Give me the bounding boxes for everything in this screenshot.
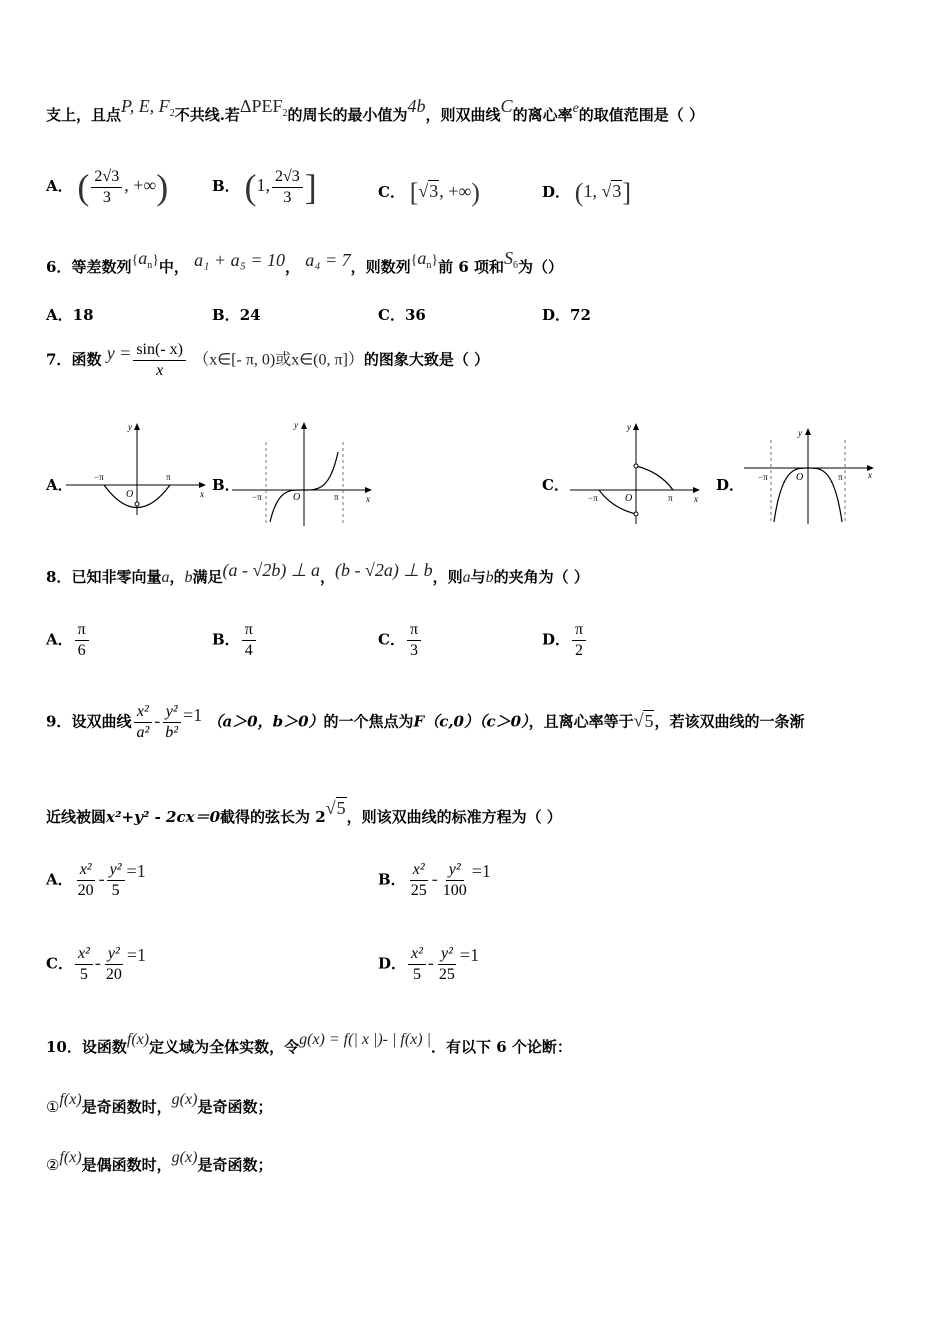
origin: O	[126, 489, 134, 500]
q6-option-a[interactable]	[46, 304, 94, 325]
axis-y-label: y	[627, 422, 631, 432]
origin: O	[796, 472, 804, 483]
q8-option-d[interactable]	[542, 620, 588, 661]
q5-stem	[46, 96, 705, 127]
axis-x-label: x	[868, 470, 872, 480]
question-number: 10．	[46, 1038, 82, 1056]
q9-option-d[interactable]: D． $\frac{\text{x²}}{5}$ - $\frac{\text{y²}}{25}$ =1	[378, 944, 480, 983]
frac-num: x²	[75, 944, 93, 965]
x-arrow	[365, 487, 372, 493]
option-label: D．	[378, 954, 407, 973]
y-arrow	[301, 422, 307, 429]
rhs: =1	[459, 944, 480, 965]
tick-pi: π	[668, 493, 673, 503]
frac-num: y²	[105, 944, 123, 965]
option-label: C．	[378, 630, 405, 649]
text: 中，	[158, 258, 189, 276]
option-label: B．	[378, 870, 406, 889]
q8-option-b[interactable]	[212, 620, 258, 661]
q7-stem	[46, 340, 489, 381]
frac-num: 2√3	[91, 167, 122, 188]
circle-equation: x²+y² - 2cx＝0	[106, 808, 221, 826]
focus: F（c,0）（c＞0）	[413, 712, 529, 731]
seq: a	[417, 248, 427, 268]
hollow-point-bottom	[634, 512, 638, 516]
y-arrow	[633, 423, 639, 430]
vector-b: b	[184, 569, 193, 586]
q10-statement-1	[46, 1091, 273, 1117]
circle-two: ②	[46, 1156, 60, 1174]
hollow-point-top	[634, 464, 638, 468]
text: 的夹角为（ ）	[493, 568, 589, 586]
text: ，则数列	[350, 258, 411, 276]
q9-stem-line1: 9．设双曲线 $\frac{\text{x²}}{\text{a²}}$ - $\frac{\text{y²}}{\text{b²}}$ =1 （a＞0，b＞0）的一个焦点为F（c,0）（c＞0），且离心率等于√5，若该双曲线的一条渐	[46, 703, 805, 741]
origin: O	[293, 492, 301, 503]
text: 近线被圆	[46, 808, 107, 826]
tick-pi: π	[838, 472, 843, 482]
text: 是奇函数；	[197, 1156, 273, 1174]
frac-den: 4	[244, 642, 253, 659]
g-definition: g(x) = f(| x |)- | f(x) |	[299, 1031, 431, 1048]
frac-den: 2	[575, 642, 584, 659]
frac-num: y²	[163, 702, 181, 723]
axis-y-label: y	[294, 420, 298, 430]
q9-option-b[interactable]: B． $\frac{\text{x²}}{25}$ - $\frac{\text{y²}}{100}$ =1	[378, 860, 491, 899]
x-arrow	[693, 487, 700, 493]
x-arrow	[199, 482, 206, 488]
text: 已知非零向量	[71, 568, 162, 586]
option-value: 24	[239, 306, 261, 324]
condition: （a＞0，b＞0）	[207, 712, 324, 731]
fx: f(x)	[59, 1091, 82, 1108]
option-label: A．	[46, 177, 73, 195]
q6-stem: 6．等差数列$\{a_n\}$中， a₁ + a₅ = 10， a₄ = 7，则数列$\{a_n\}$前 6 项和$S_6$为（）	[46, 248, 564, 276]
radicand: 5	[336, 798, 346, 818]
graph-d-label[interactable]: D．	[716, 476, 745, 494]
question-number: 9．	[46, 712, 72, 731]
min-value: 4b	[407, 96, 426, 116]
curve-name: C	[500, 96, 513, 116]
text: 函数	[71, 350, 102, 369]
minus: -	[154, 710, 161, 731]
text: 等差数列	[71, 258, 132, 276]
option-label: D．	[542, 630, 571, 649]
frac-den: b²	[165, 724, 179, 741]
frac-den: 25	[410, 882, 427, 899]
question-number: 7．	[46, 350, 72, 369]
frac-num: π	[242, 620, 256, 641]
text: ，	[320, 568, 336, 586]
tick-pi: π	[166, 472, 171, 482]
radicand: 5	[644, 710, 654, 731]
option-value: 72	[570, 306, 591, 324]
graph-a-label[interactable]: A．	[46, 476, 73, 494]
tick-neg-pi: −π	[758, 472, 768, 482]
frac-den: 3	[409, 642, 418, 659]
q6-option-d[interactable]	[542, 304, 591, 325]
sub: 2	[169, 108, 175, 119]
text: 的离心率	[512, 106, 573, 124]
option-value: 36	[404, 306, 426, 324]
sub: n	[426, 260, 432, 271]
question-number: 6．	[46, 258, 72, 276]
graph-c[interactable]	[570, 420, 710, 528]
q8-option-a[interactable]	[46, 620, 91, 661]
text: 支上，且点	[46, 106, 122, 124]
sum: S	[504, 248, 514, 268]
option-label: B．	[212, 177, 240, 195]
text: 的周长的最小值为	[287, 106, 408, 124]
func-lhs: y =	[106, 342, 132, 363]
frac-num: y²	[446, 860, 464, 881]
frac-num: π	[75, 620, 89, 641]
gx: g(x)	[171, 1149, 198, 1166]
text: 的一个焦点为	[323, 712, 414, 731]
fx: f(x)	[126, 1031, 150, 1048]
vector-a: a	[161, 569, 170, 586]
rhs: =1	[126, 944, 147, 965]
q6-option-b[interactable]	[212, 304, 261, 325]
frac-num: 2√3	[272, 167, 303, 188]
tail: , +∞	[439, 181, 472, 201]
option-label: D．	[542, 306, 571, 324]
frac-num: y²	[107, 860, 125, 881]
y-arrow	[134, 423, 140, 430]
text: 满足	[192, 568, 223, 586]
equation-2: a₄ = 7	[305, 250, 351, 270]
tick-neg-pi: −π	[94, 472, 104, 482]
rhs: =1	[126, 860, 146, 881]
option-label: B．	[212, 306, 240, 324]
frac-den: x	[156, 362, 164, 379]
frac-num: y²	[438, 944, 456, 965]
axis-x-label: x	[366, 494, 370, 504]
curve-right	[636, 466, 673, 490]
text: 设双曲线	[71, 712, 132, 731]
option-label: C．	[46, 954, 73, 973]
text: 定义域为全体实数，令	[149, 1038, 300, 1056]
condition-1: (a - √2b) ⊥ a	[222, 560, 321, 580]
q8-stem	[46, 560, 589, 587]
option-label: A．	[46, 306, 73, 324]
text: ，则	[432, 568, 463, 586]
head: 1,	[256, 175, 270, 195]
option-label: C．	[378, 306, 405, 324]
frac-num: x²	[134, 702, 152, 723]
text: 前 6 项和	[438, 258, 505, 276]
hollow-point	[135, 502, 139, 506]
frac-num: sin(- x)	[133, 340, 186, 361]
vector-b: b	[485, 569, 494, 586]
axis-x-label: x	[200, 489, 204, 499]
circle-one: ①	[46, 1098, 60, 1116]
frac-den: 5	[79, 966, 88, 983]
text: ，若该双曲线的一条渐	[654, 712, 805, 731]
q5-option-d[interactable]: D． (1, √3]	[542, 178, 632, 207]
text: 设函数	[81, 1038, 127, 1056]
equation-1: a₁ + a₅ = 10	[194, 250, 285, 270]
head: 1,	[583, 181, 602, 201]
option-label: A．	[46, 630, 73, 649]
q9-option-a[interactable]: A． $\frac{\text{x²}}{20}$ - $\frac{\text{y²}}{5}$ =1	[46, 860, 146, 899]
text: ，且离心率等于	[528, 712, 634, 731]
graph-b-label[interactable]: B．	[212, 476, 240, 494]
text: ，则该双曲线的标准方程为（ ）	[346, 808, 562, 826]
frac-den: 100	[442, 882, 467, 899]
frac-den: 3	[283, 188, 292, 206]
frac-num: x²	[410, 860, 428, 881]
axis-y-label: y	[128, 422, 132, 432]
graph-c-label[interactable]: C．	[542, 476, 569, 494]
tail: , +∞	[124, 175, 157, 195]
option-label: A．	[46, 870, 73, 889]
q8-option-c[interactable]	[378, 620, 423, 661]
eccentricity: e	[572, 101, 579, 116]
vector-a: a	[462, 569, 471, 586]
sub: n	[147, 260, 153, 271]
text: 不共线.若	[174, 106, 240, 124]
frac-den: 20	[105, 966, 122, 983]
gx: g(x)	[171, 1091, 198, 1108]
origin: O	[625, 493, 633, 504]
text: ，	[284, 258, 300, 276]
text: 是奇函数时，	[81, 1098, 172, 1116]
frac-num: x²	[408, 944, 426, 965]
rhs: =1	[183, 704, 203, 725]
q9-stem-line2: 近线被圆x²+y² - 2cx＝0截得的弦长为 2√5，则该双曲线的标准方程为（ ）	[46, 798, 562, 826]
q10-stem	[46, 1031, 572, 1057]
tick-neg-pi: −π	[252, 492, 262, 502]
text: 与	[470, 568, 486, 586]
text: 为（）	[518, 258, 564, 276]
option-label: B．	[212, 630, 240, 649]
tick-neg-pi: −π	[588, 493, 598, 503]
question-number: 8．	[46, 568, 72, 586]
sub: 6	[513, 260, 519, 271]
text: 的图象大致是（ ）	[363, 350, 490, 369]
q5-option-c[interactable]: C． [√3, +∞)	[378, 178, 480, 207]
rhs: =1	[471, 860, 491, 881]
domain: （x∈[- π, 0)或x∈(0, π]）	[193, 351, 364, 369]
frac-den: a²	[136, 724, 150, 741]
condition-2: (b - √2a) ⊥ b	[335, 560, 433, 580]
tick-pi: π	[334, 492, 339, 502]
frac-den: 3	[102, 188, 111, 206]
radicand: 3	[429, 181, 439, 201]
y-arrow	[805, 428, 811, 435]
q9-option-c[interactable]: C． $\frac{\text{x²}}{5}$ - $\frac{\text{y²}}{20}$ =1	[46, 944, 147, 983]
sub: 2	[282, 108, 288, 119]
axis-y-label: y	[798, 428, 802, 438]
graph-b[interactable]	[232, 418, 382, 530]
q6-option-c[interactable]	[378, 304, 426, 325]
q5-option-a[interactable]: A． ( $\frac{2√3}{3}$ , +∞)	[46, 167, 169, 207]
fx: f(x)	[59, 1149, 82, 1166]
text: ，则双曲线	[425, 106, 501, 124]
option-label: D．	[542, 183, 571, 201]
q10-statement-2	[46, 1149, 273, 1175]
graph-d[interactable]	[744, 426, 884, 528]
option-label: C．	[378, 183, 405, 201]
seq: a	[138, 248, 148, 268]
frac-num: x²	[77, 860, 95, 881]
triangle: ΔPEF	[239, 96, 283, 116]
text: ，	[169, 568, 185, 586]
frac-den: 20	[77, 882, 94, 899]
text: 截得的弦长为 2	[220, 808, 326, 826]
frac-den: 5	[111, 882, 120, 899]
radicand: 3	[612, 181, 622, 201]
points: P, E, F	[121, 96, 170, 116]
option-value: 18	[72, 306, 94, 324]
text: 是奇函数；	[197, 1098, 273, 1116]
frac-num: π	[407, 620, 421, 641]
frac-num: π	[572, 620, 586, 641]
frac-den: 25	[438, 966, 455, 983]
text: 是偶函数时，	[81, 1156, 172, 1174]
axis-x-label: x	[694, 494, 698, 504]
text: 的取值范围是（ ）	[578, 106, 705, 124]
q5-option-b[interactable]: B． (1, $\frac{2√3}{3}$ ]	[212, 167, 317, 207]
frac-den: 6	[77, 642, 86, 659]
text: ．有以下 6 个论断：	[431, 1038, 572, 1056]
frac-den: 5	[412, 966, 421, 983]
graph-a[interactable]	[66, 420, 216, 520]
